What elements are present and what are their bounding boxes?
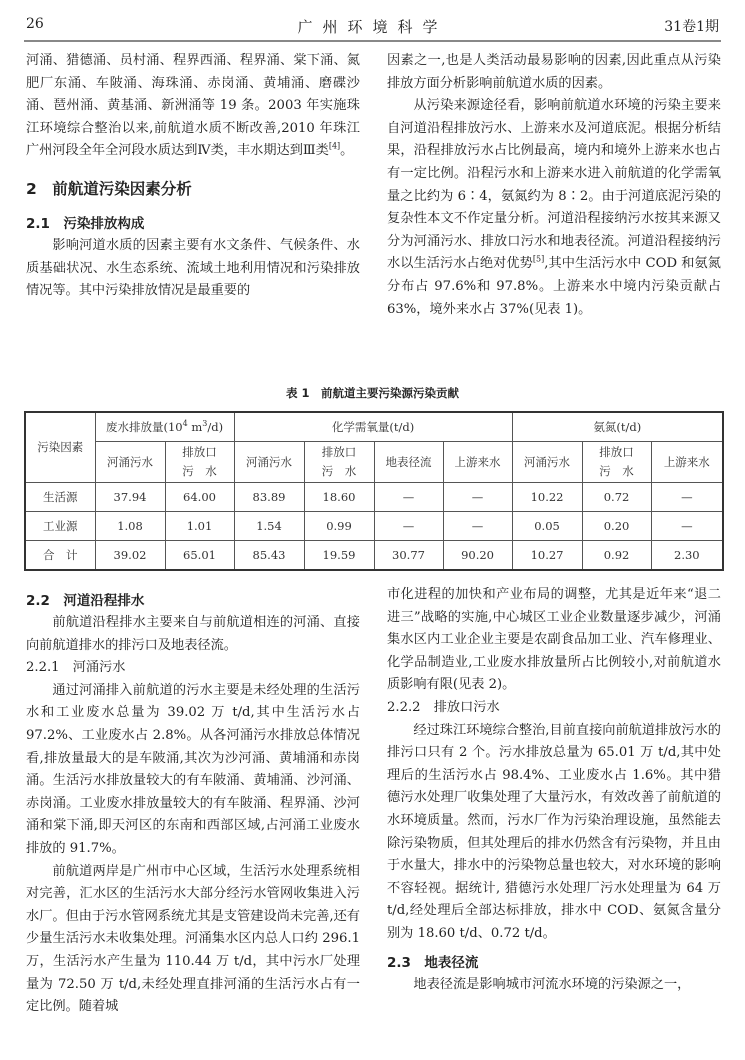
right-column-top xyxy=(387,50,721,321)
running-header xyxy=(24,10,721,36)
cell: 1.08 xyxy=(95,512,165,541)
cell: 0.99 xyxy=(304,512,374,541)
header-wastewater: 废水排放量($10^4$ $m^3/d$) xyxy=(95,412,234,442)
section-heading-2-1: 2.1 污染排放构成 xyxy=(26,215,145,232)
cell: 83.89 xyxy=(234,483,304,512)
row-label: 合 计 xyxy=(25,541,95,571)
paragraph-2-2-1b: 前航道两岸是广州市中心区域，生活污水处理系统相对完善，汇水区的生活污水大部分经污水管网收集进入污水厂。但由于污水管网系统尤其是支管建设尚未完善,还有少量生活污水未收集处理。河涌集水区内总人口约 296.1 万，生活污水产生量为 110.44 万 t/d，其中污水厂处理量为 72.50 万 t/d,未经处理直排河涌的生活污水占有一定比例。随着城 xyxy=(26,863,360,1015)
journal-title: 广州环境科学 xyxy=(297,18,448,36)
cell: 1.54 xyxy=(234,512,304,541)
cell: 1.01 xyxy=(165,512,234,541)
cell: 0.92 xyxy=(582,541,651,571)
cell: 30.77 xyxy=(374,541,443,571)
cell: — xyxy=(651,512,723,541)
section-heading-2-2-1: 2.2.1 河涌污水 xyxy=(26,660,126,676)
section-heading-2: 2 前航道污染因素分析 xyxy=(26,179,192,198)
cell: 39.02 xyxy=(95,541,165,571)
table-caption: 表 1 前航道主要污染源污染贡献 xyxy=(285,386,459,400)
section-heading-2-3: 2.3 地表径流 xyxy=(387,954,479,971)
cell: 85.43 xyxy=(234,541,304,571)
table-subheader-row xyxy=(25,442,723,483)
cell: 0.72 xyxy=(582,483,651,512)
citation: [5] xyxy=(532,254,545,264)
sub-river: 河涌污水 xyxy=(234,442,304,483)
cell: — xyxy=(374,512,443,541)
header-nh3n: 氨氮(t/d) xyxy=(512,412,723,442)
left-column-bottom xyxy=(26,590,360,1019)
header-rule xyxy=(24,40,721,42)
paragraph-2-1: 影响河道水质的因素主要有水文条件、气候条件、水质基础状况、水生态系统、流域土地利用情况和污染排放情况等。其中污染排放情况是最重要的 xyxy=(26,237,360,299)
row-label: 生活源 xyxy=(25,483,95,512)
section-heading-2-2-2: 2.2.2 排放口污水 xyxy=(387,699,500,715)
sub-outlet: 排放口 污 水 xyxy=(304,442,374,483)
sub-river: 河涌污水 xyxy=(512,442,582,483)
cell: 64.00 xyxy=(165,483,234,512)
paragraph-2-3: 地表径流是影响城市河流水环境的污染源之一， xyxy=(413,976,691,992)
cell: 65.01 xyxy=(165,541,234,571)
header-cod: 化学需氧量(t/d) xyxy=(234,412,512,442)
cell: — xyxy=(443,483,512,512)
sub-outlet: 排放口 污 水 xyxy=(165,442,234,483)
table-row xyxy=(25,512,723,541)
paragraph-pollution-source: 从污染来源途径看，影响前航道水环境的污染主要来自河道沿程排放污水、上游来水及河道底泥。根据分析结果，沿程排放污水占比例最高，境内和境外上游来水也占有一定比例。沿程污水和上游来水进入前航道的化学需氧量之比约为 6∶4，氨氮约为 8∶2。由于河道底泥污染的复杂性本文不作定量分析。河道沿程接纳污水按其来源又分为河涌污水、排放口污水和地表径流。河道沿程接纳污水以生活污水占绝对优势[5],其中生活污水中 COD 和氨氮分布占 97.6%和 97.8%。上游来水中境内污染贡献占 63%，境外来水占 37%(见表 1)。 xyxy=(387,98,721,317)
table-pollution-contribution xyxy=(24,411,724,571)
left-column-top xyxy=(26,50,360,303)
header-factor: 污染因素 xyxy=(25,412,95,483)
cell: 2.30 xyxy=(651,541,723,571)
cell: — xyxy=(443,512,512,541)
cell: 37.94 xyxy=(95,483,165,512)
paragraph-2-2: 前航道沿程排水主要来自与前航道相连的河涌、直接向前航道排水的排污口及地表径流。 xyxy=(26,615,360,653)
cell: 10.27 xyxy=(512,541,582,571)
cell: 0.05 xyxy=(512,512,582,541)
right-column-bottom xyxy=(387,584,721,996)
table-header-row xyxy=(25,412,723,442)
sub-outlet: 排放口 污 水 xyxy=(582,442,651,483)
volume-issue: 31卷1期 xyxy=(664,19,719,35)
paragraph-2-2-1a: 通过河涌排入前航道的污水主要是未经处理的生活污水和工业废水总量为 39.02 万 t/d,其中生活污水占 97.2%、工业废水占 2.8%。从各河涌污水排放总体情况看,排放量最大的是车陂涌,其次为沙河涌、黄埔涌和赤岗涌。生活污水排放量较大的有车陂涌、黄埔涌、沙河涌、赤岗涌。工业废水排放量较大的有车陂涌、程界涌、沙河涌和棠下涌,即天河区的东南和西部区域,占河涌工业废水排放的 91.7%。 xyxy=(26,682,360,856)
section-heading-2-2: 2.2 河道沿程排水 xyxy=(26,593,145,609)
sub-upstream: 上游来水 xyxy=(651,442,723,483)
paragraph-2-1-cont: 因素之一,也是人类活动最易影响的因素,因此重点从污染排放方面分析影响前航道水质的因素。 xyxy=(387,53,721,91)
row-label: 工业源 xyxy=(25,512,95,541)
citation: [4] xyxy=(328,141,341,151)
sub-river: 河涌污水 xyxy=(95,442,165,483)
paragraph-2-2-1b-cont: 市化进程的加快和产业布局的调整，尤其是近年来“退二进三”战略的实施,中心城区工业企业数量逐步减少，河涌集水区内工业企业主要是农副食品加工业、汽车修理业、化学品制造业,工业废水排放量所占比例较小,对前航道水质影响有限(见表 2)。 xyxy=(387,587,721,693)
cell: 19.59 xyxy=(304,541,374,571)
paragraph-2-2-2: 经过珠江环境综合整治,目前直接向前航道排放污水的排污口只有 2 个。污水排放总量为 65.01 万 t/d,其中处理后的生活污水占 98.4%、工业废水占 1.6%。其中猎德污水处理厂收集处理了大量污水，有效改善了前航道的水环境质量。然而，污水厂作为污染治理设施，虽然能去除污染物质，但其处理后的排水仍然含有污染物，并且由于水量大，排水中的污染物总量也较大，对水环境的影响不容轻视。据统计, 猎德污水处理厂污水处理量为 64 万 t/d,经处理后全部达标排放，排水中 COD、氨氮含量分别为 18.60 t/d、0.72 t/d。 xyxy=(387,722,721,941)
page-number: 26 xyxy=(26,16,44,32)
cell: 0.20 xyxy=(582,512,651,541)
cell: 90.20 xyxy=(443,541,512,571)
sub-upstream: 上游来水 xyxy=(443,442,512,483)
cell: — xyxy=(374,483,443,512)
cell: 18.60 xyxy=(304,483,374,512)
table-row xyxy=(25,483,723,512)
sub-runoff: 地表径流 xyxy=(374,442,443,483)
paragraph-river-list: 河涌、猎德涌、员村涌、程界西涌、程界涌、棠下涌、氮肥厂东涌、车陂涌、海珠涌、赤岗涌、黄埔涌、磨碟沙涌、琶州涌、黄基涌、新洲涌等 19 条。2003 年实施珠江环境综合整治以来,前航道水质不断改善,2010 年珠江广州河段全年全河段水质达到Ⅳ类，丰水期达到Ⅲ类[4]。 xyxy=(26,53,360,159)
cell: — xyxy=(651,483,723,512)
cell: 10.22 xyxy=(512,483,582,512)
table-row-total xyxy=(25,541,723,571)
